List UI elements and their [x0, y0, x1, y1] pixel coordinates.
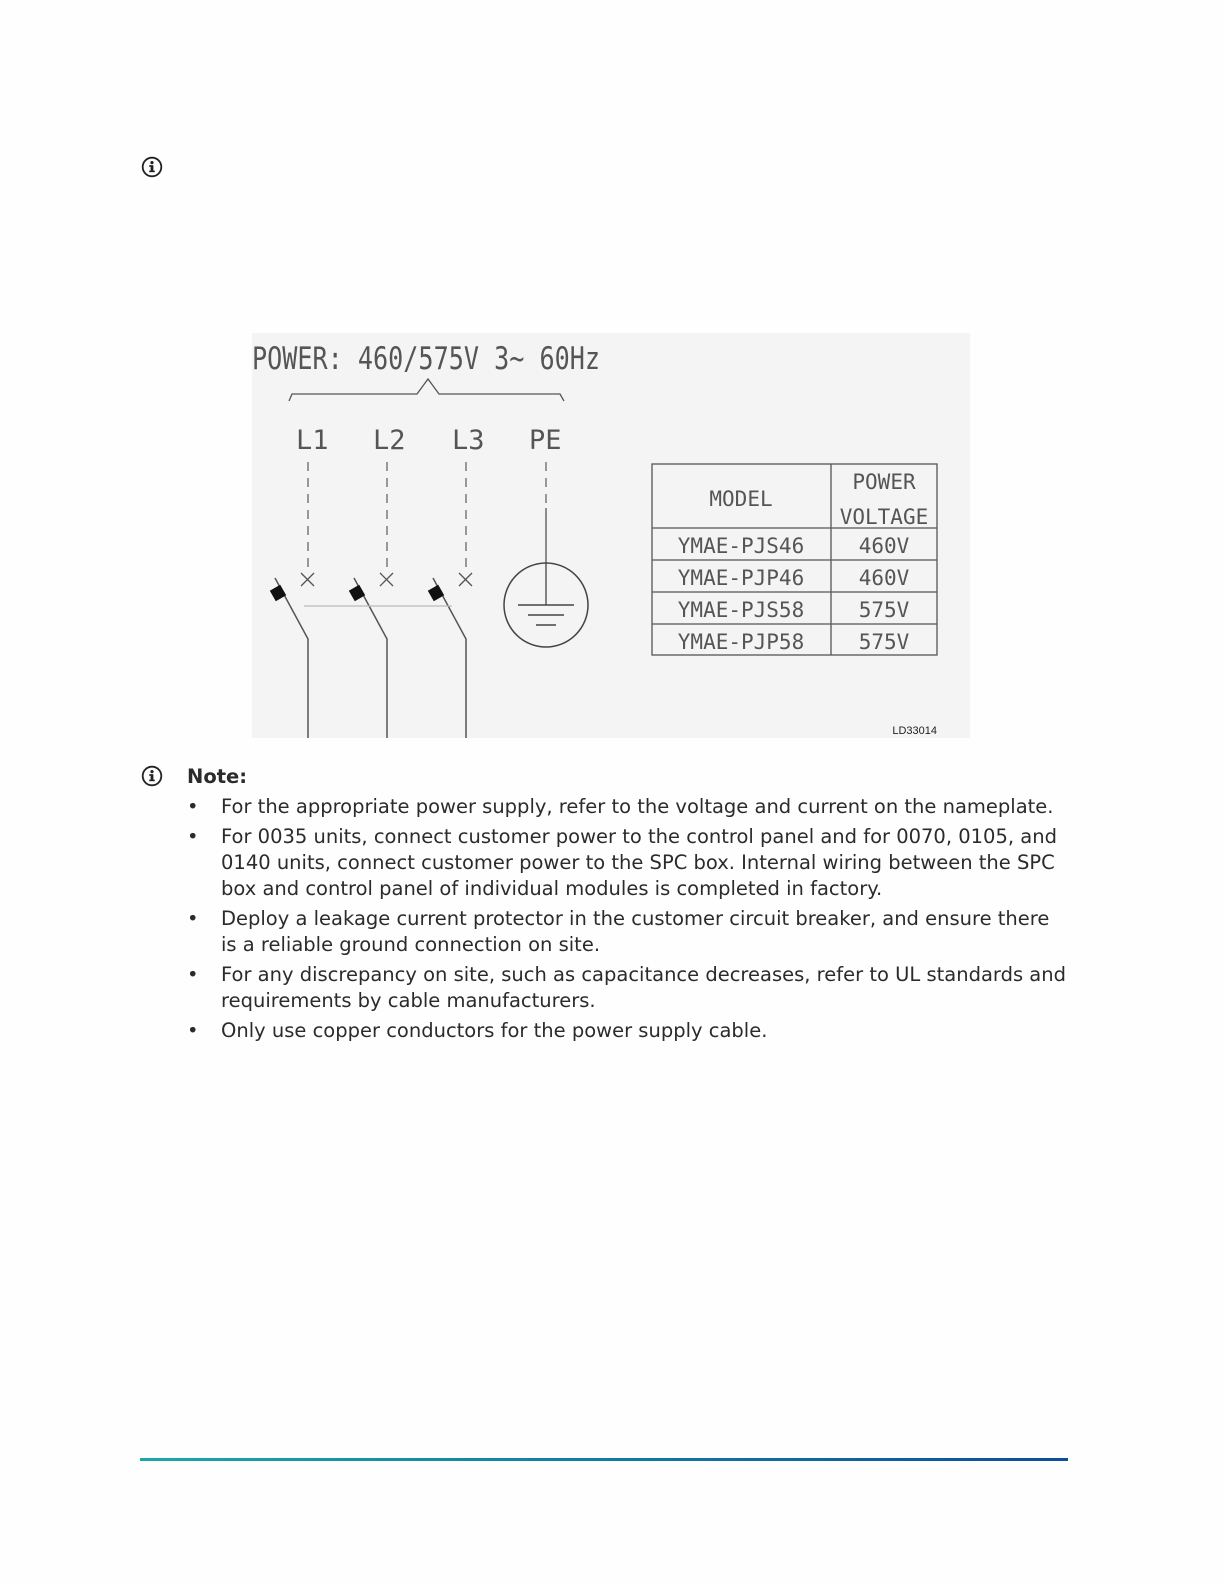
list-item-text: For 0035 units, connect customer power to the control panel and for 0070, 0105, and 0140 units, connect customer power to the SPC box. Internal wiring between the SPC box and control panel of individual modules is completed in factory.	[221, 825, 1057, 900]
table-cell-voltage: 460V	[858, 566, 910, 590]
table-header-power: POWER	[852, 470, 916, 494]
bullet: •	[187, 1019, 199, 1042]
list-item	[187, 1018, 1067, 1044]
terminal-label-l1: L1	[296, 425, 329, 456]
table-header-model: MODEL	[709, 487, 773, 511]
list-item	[187, 794, 1067, 820]
table-cell-model: YMAE-PJP46	[677, 566, 805, 590]
dashed-feeders	[308, 462, 546, 573]
list-item	[187, 824, 1067, 902]
info-icon	[141, 156, 163, 178]
list-item-text: For the appropriate power supply, refer to the voltage and current on the nameplate.	[221, 795, 1054, 818]
figure-id: LD33014	[892, 725, 937, 737]
list-item	[187, 906, 1067, 958]
table-cell-voltage: 460V	[858, 534, 910, 558]
breaker-handles	[270, 585, 444, 601]
brace	[289, 379, 564, 401]
list-item	[187, 962, 1067, 1014]
table-cell-voltage: 575V	[858, 630, 910, 654]
footer-rule	[140, 1458, 1068, 1461]
breaker-contacts	[301, 573, 472, 586]
list-item-text: Deploy a leakage current protector in the customer circuit breaker, and ensure there is a reliable ground connection on site.	[221, 907, 1050, 956]
note-list	[187, 794, 1067, 1044]
table-header-voltage: VOLTAGE	[839, 505, 929, 529]
list-item-text: For any discrepancy on site, such as capacitance decreases, refer to UL standards and requirements by cable manufacturers.	[221, 963, 1066, 1012]
note-block	[187, 764, 1067, 1048]
info-icon	[141, 765, 163, 787]
bullet: •	[187, 907, 199, 930]
terminal-label-pe: PE	[529, 425, 562, 456]
bullet: •	[187, 795, 199, 818]
model-voltage-table	[652, 464, 937, 655]
ground-icon	[504, 562, 588, 647]
table-cell-voltage: 575V	[858, 598, 910, 622]
terminal-label-l3: L3	[452, 425, 485, 456]
note-title: Note:	[187, 765, 248, 788]
bullet: •	[187, 825, 199, 848]
table-cell-model: YMAE-PJS58	[677, 598, 805, 622]
power-label: POWER: 460/575V 3~ 60Hz	[252, 341, 600, 377]
list-item-text: Only use copper conductors for the power supply cable.	[221, 1019, 768, 1042]
table-cell-model: YMAE-PJP58	[677, 630, 805, 654]
table-cell-model: YMAE-PJS46	[677, 534, 805, 558]
bullet: •	[187, 963, 199, 986]
terminal-label-l2: L2	[373, 425, 406, 456]
wiring-diagram	[252, 333, 970, 738]
breaker-switches	[275, 578, 466, 738]
